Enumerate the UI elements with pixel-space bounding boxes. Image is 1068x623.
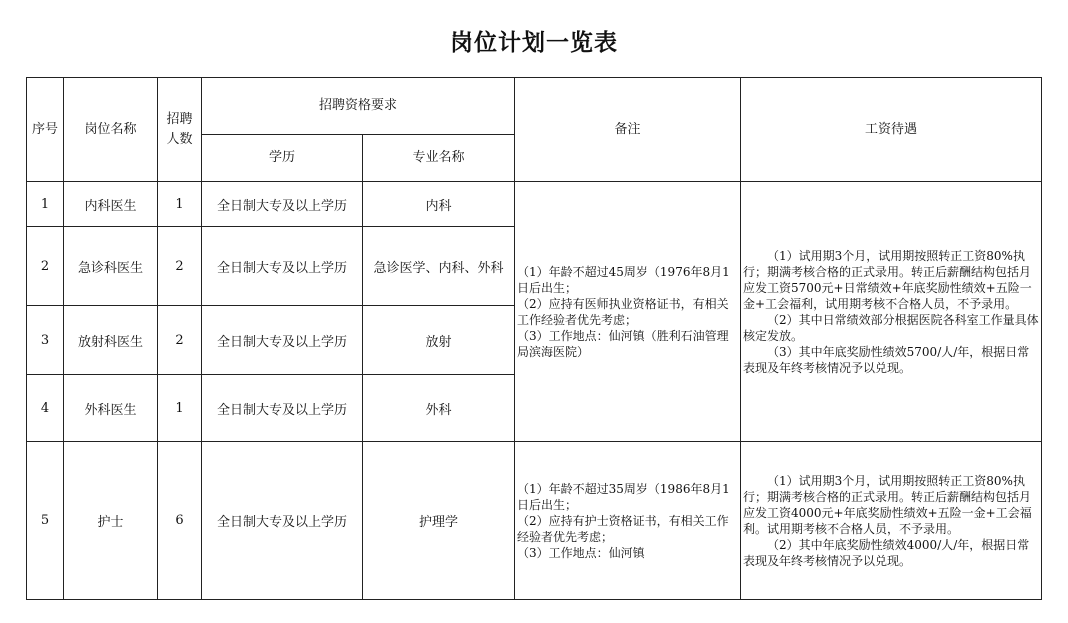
salary-doctors-item: （1）试用期3个月，试用期按照转正工资80%执行；期满考核合格的正式录用。转正后薪酬结构包括月应发工资5700元+日常绩效+年底奖励性绩效+五险一金+工会福利，试用期考核不合格人员，不予录用。 <box>743 248 1032 311</box>
remarks-nurse-item: （1）年龄不超过35周岁（1986年8月1日后出生； <box>517 481 730 512</box>
row-count: 2 <box>158 306 202 375</box>
salary-nurse-item: （2）其中年底奖励性绩效4000/人/年，根据日常表现及年终考核情况予以兑现。 <box>743 537 1030 568</box>
row-seq: 1 <box>27 182 64 227</box>
row-count: 1 <box>158 375 202 442</box>
remarks-doctors-item: （1）年龄不超过45周岁（1976年8月1日后出生； <box>517 264 730 295</box>
row-position: 内科医生 <box>64 182 158 227</box>
remarks-nurse <box>515 442 741 600</box>
row-count: 2 <box>158 227 202 306</box>
row-seq: 2 <box>27 227 64 306</box>
table-row <box>27 442 1042 600</box>
position-plan-table <box>26 77 1042 600</box>
row-position: 急诊科医生 <box>64 227 158 306</box>
header-count-line2: 人数 <box>166 131 193 147</box>
row-seq: 3 <box>27 306 64 375</box>
row-major: 内科 <box>363 182 515 227</box>
header-seq: 序号 <box>27 78 64 182</box>
header-count <box>158 78 202 182</box>
header-education: 学历 <box>202 135 363 182</box>
header-salary: 工资待遇 <box>741 78 1042 182</box>
salary-doctors-item: （2）其中日常绩效部分根据医院各科室工作量具体核定发放。 <box>743 312 1039 343</box>
remarks-doctors-item: （3）工作地点：仙河镇（胜利石油管理局滨海医院） <box>517 328 729 359</box>
remarks-doctors <box>515 182 741 442</box>
header-major: 专业名称 <box>363 135 515 182</box>
header-remarks: 备注 <box>515 78 741 182</box>
row-major: 放射 <box>363 306 515 375</box>
row-education: 全日制大专及以上学历 <box>202 442 363 600</box>
row-count: 1 <box>158 182 202 227</box>
row-position: 外科医生 <box>64 375 158 442</box>
row-seq: 4 <box>27 375 64 442</box>
remarks-doctors-item: （2）应持有医师执业资格证书，有相关工作经验者优先考虑； <box>517 296 729 327</box>
salary-nurse-item: （1）试用期3个月，试用期按照转正工资80%执行；期满考核合格的正式录用。转正后薪酬结构包括月应发工资4000元+年底奖励性绩效+五险一金+工会福利。试用期考核不合格人员，不予录用。 <box>743 473 1032 536</box>
row-education: 全日制大专及以上学历 <box>202 227 363 306</box>
header-row-1 <box>27 78 1042 135</box>
row-major: 外科 <box>363 375 515 442</box>
row-education: 全日制大专及以上学历 <box>202 182 363 227</box>
row-major: 急诊医学、内科、外科 <box>363 227 515 306</box>
row-position: 护士 <box>64 442 158 600</box>
remarks-nurse-item: （3）工作地点：仙河镇 <box>517 545 645 560</box>
row-education: 全日制大专及以上学历 <box>202 375 363 442</box>
table-row <box>27 182 1042 227</box>
salary-doctors-item: （3）其中年底奖励性绩效5700/人/年，根据日常表现及年终考核情况予以兑现。 <box>743 344 1030 375</box>
row-position: 放射科医生 <box>64 306 158 375</box>
row-major: 护理学 <box>363 442 515 600</box>
row-education: 全日制大专及以上学历 <box>202 306 363 375</box>
header-position: 岗位名称 <box>64 78 158 182</box>
row-count: 6 <box>158 442 202 600</box>
salary-nurse <box>741 442 1042 600</box>
page-title: 岗位计划一览表 <box>450 30 618 56</box>
header-requirements: 招聘资格要求 <box>202 78 515 135</box>
row-seq: 5 <box>27 442 64 600</box>
salary-doctors <box>741 182 1042 442</box>
header-count-line1: 招聘 <box>166 111 193 127</box>
remarks-nurse-item: （2）应持有护士资格证书，有相关工作经验者优先考虑； <box>517 513 729 544</box>
